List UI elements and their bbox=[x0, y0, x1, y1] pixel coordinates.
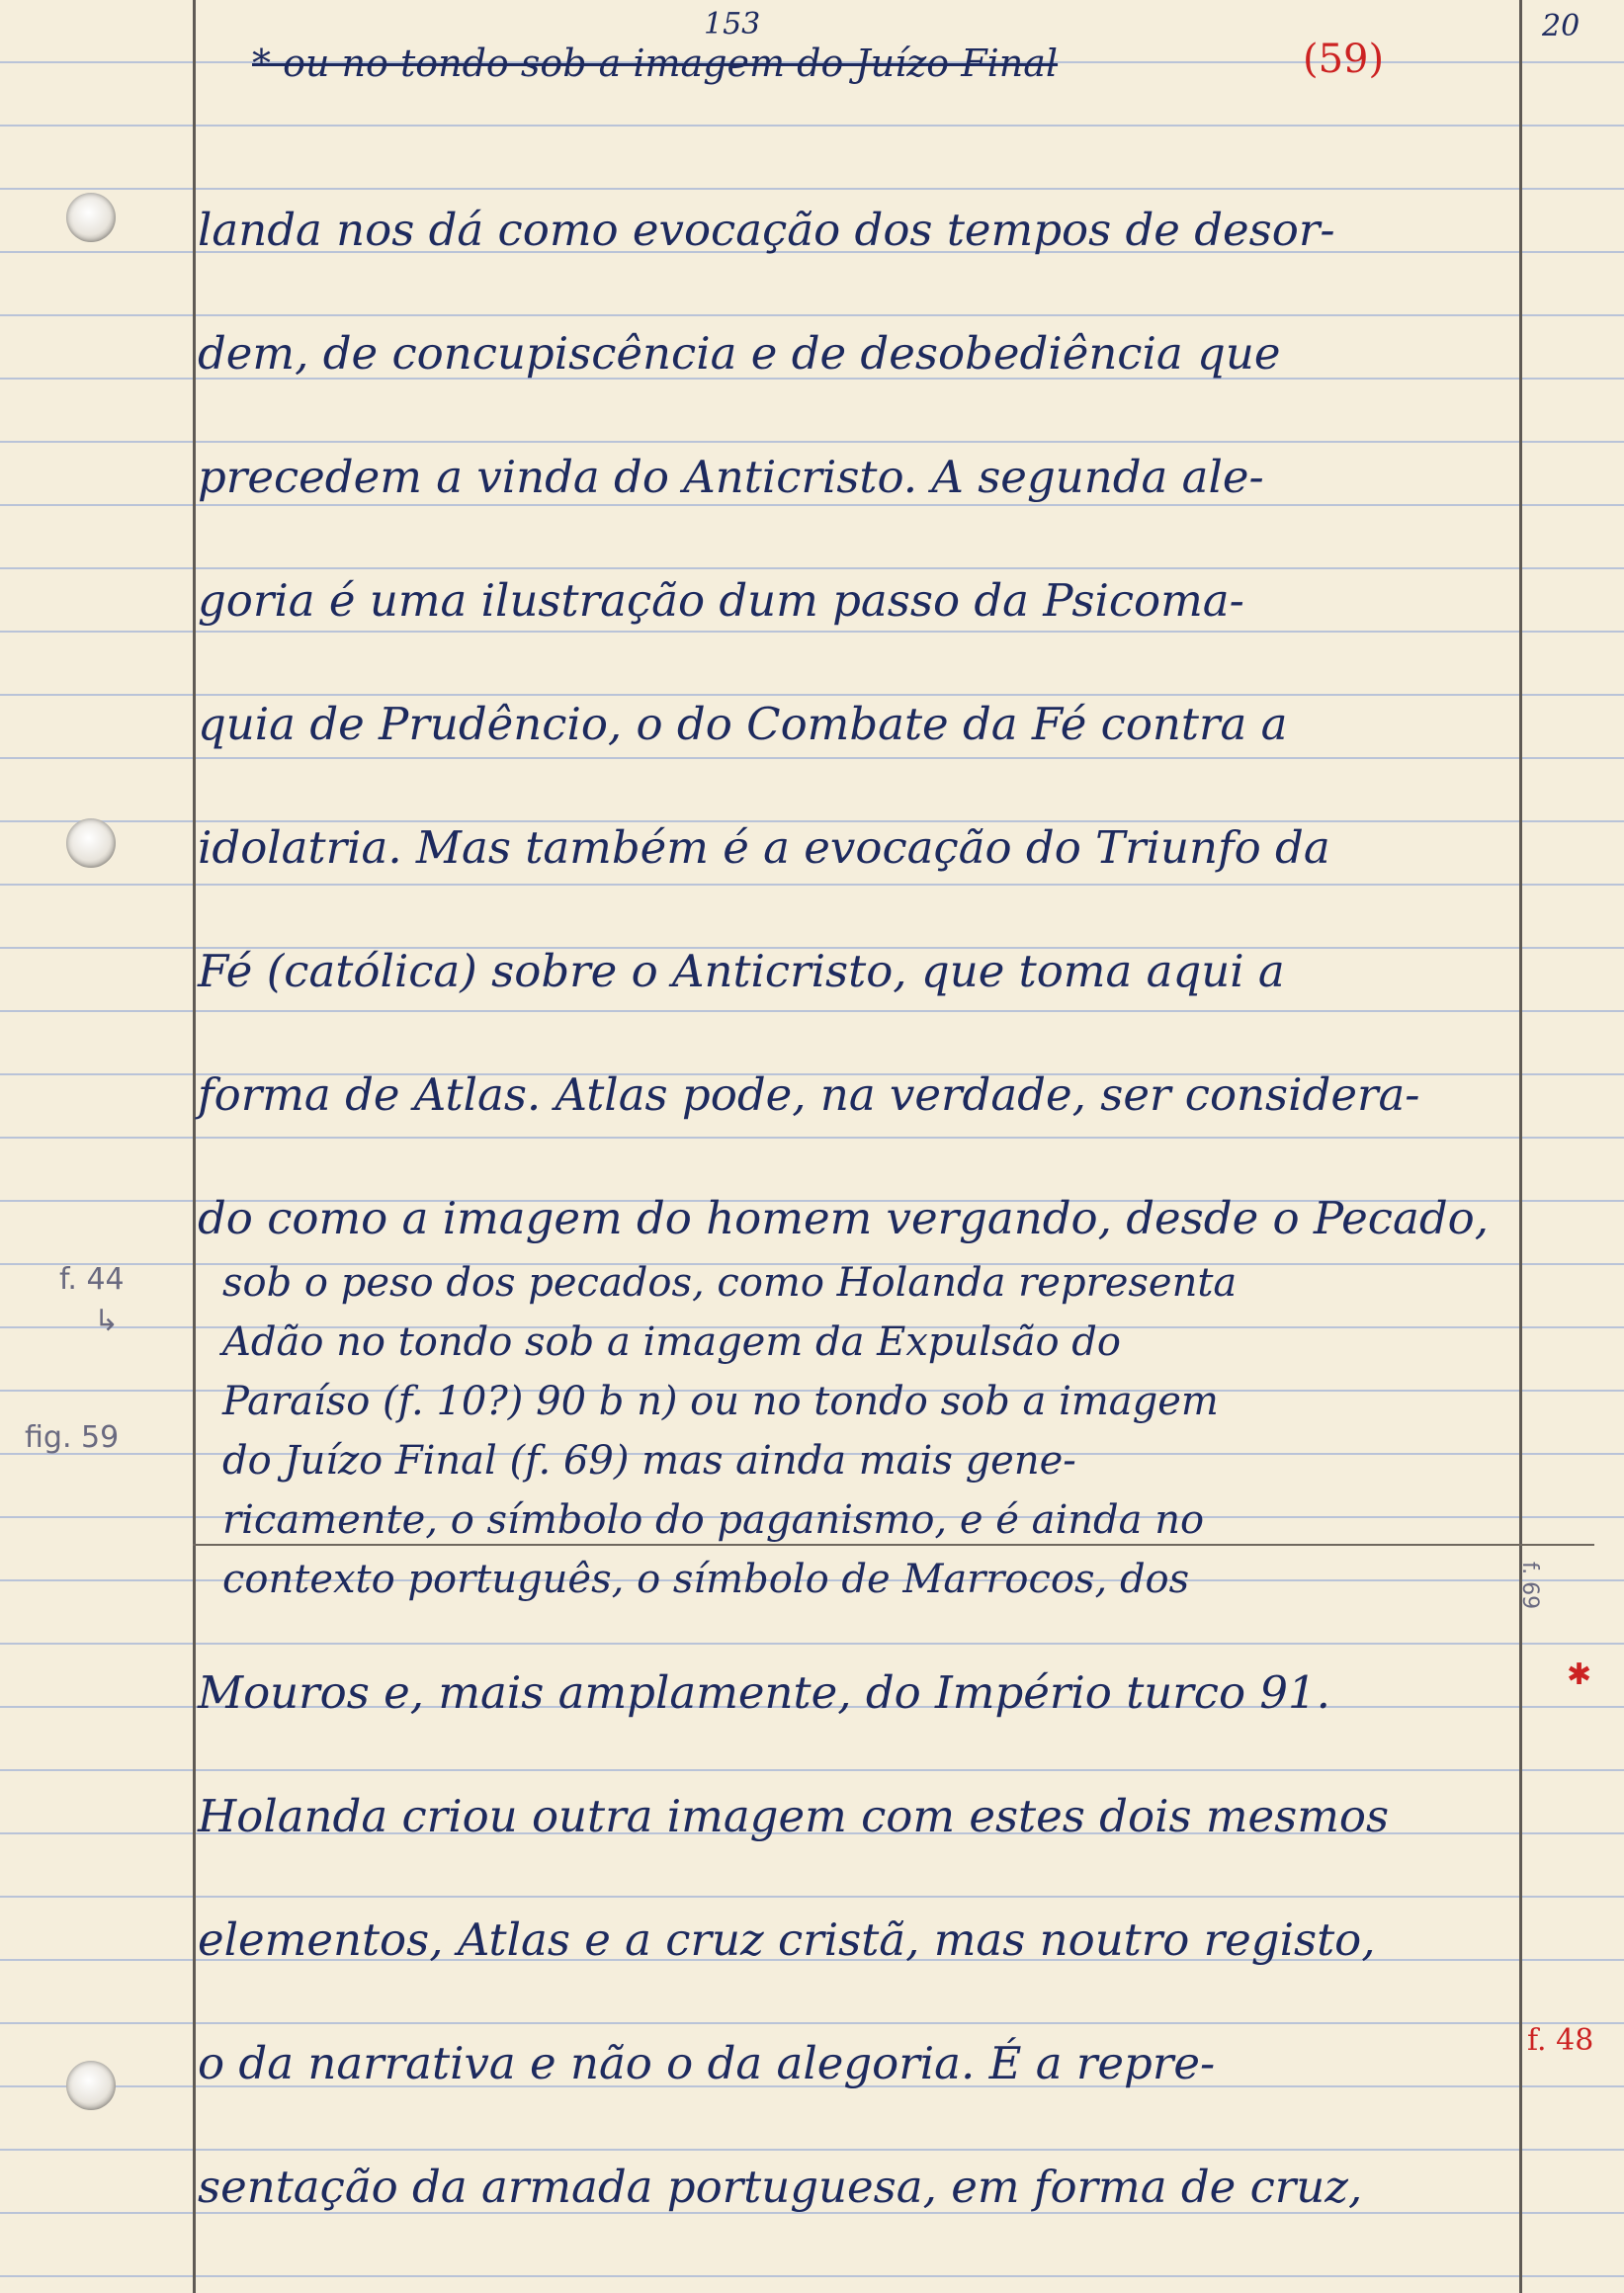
text-line: do como a imagem do homem vergando, desde o Pecado, bbox=[198, 1192, 1490, 1244]
text-line: quia de Prudêncio, o do Combate da Fé contra a bbox=[198, 698, 1288, 750]
figure-ref-red: (59) bbox=[1303, 37, 1385, 82]
text-line: Mouros e, mais amplamente, do Império turco 91. bbox=[198, 1666, 1330, 1719]
text-line: Holanda criou outra imagem com estes dois mesmos bbox=[198, 1790, 1390, 1842]
binder-hole bbox=[66, 2061, 116, 2110]
left-margin-line bbox=[193, 0, 196, 2293]
margin-note-f44: f. 44 bbox=[59, 1262, 125, 1297]
top-number: 153 bbox=[704, 7, 761, 42]
text-line: forma de Atlas. Atlas pode, na verdade, ser considera- bbox=[198, 1068, 1420, 1121]
text-line: sentação da armada portuguesa, em forma de cruz, bbox=[198, 2161, 1363, 2213]
margin-note-f48: f. 48 bbox=[1527, 2023, 1594, 2058]
pasted-line: ricamente, o símbolo do paganismo, e é ainda no bbox=[222, 1497, 1205, 1543]
text-line: Fé (católica) sobre o Anticristo, que toma aqui a bbox=[198, 945, 1285, 997]
text-line: dem, de concupiscência e de desobediência que bbox=[198, 327, 1281, 380]
struck-line: * ou no tondo sob a imagem do Juízo Final bbox=[252, 42, 1059, 85]
right-margin-line bbox=[1519, 0, 1522, 2293]
pasted-strip-edge bbox=[193, 1544, 1594, 1546]
margin-mark-icon: ✱ bbox=[1567, 1657, 1592, 1692]
text-line: landa nos dá como evocação dos tempos de desor- bbox=[198, 204, 1335, 256]
arrow-icon: ↳ bbox=[94, 1304, 120, 1338]
pasted-line: sob o peso dos pecados, como Holanda representa bbox=[222, 1260, 1238, 1306]
pasted-line: contexto português, o símbolo de Marrocos, dos bbox=[222, 1557, 1190, 1602]
text-line: precedem a vinda do Anticristo. A segunda ale- bbox=[198, 451, 1264, 503]
binder-hole bbox=[66, 193, 116, 242]
pasted-line: do Juízo Final (f. 69) mas ainda mais gene- bbox=[222, 1438, 1076, 1484]
text-line: o da narrativa e não o da alegoria. É a repre- bbox=[198, 2037, 1216, 2089]
pasted-line: Adão no tondo sob a imagem da Expulsão do bbox=[222, 1319, 1121, 1365]
page-number: 20 bbox=[1542, 9, 1581, 43]
text-line: elementos, Atlas e a cruz cristã, mas noutro registo, bbox=[198, 1913, 1376, 1966]
text-line: goria é uma ilustração dum passo da Psicoma- bbox=[198, 574, 1244, 627]
text-line: idolatria. Mas também é a evocação do Triunfo da bbox=[198, 821, 1330, 874]
binder-hole bbox=[66, 818, 116, 868]
margin-note-fig59: fig. 59 bbox=[25, 1420, 120, 1455]
margin-note-rotated: f. 69 bbox=[1517, 1562, 1542, 1610]
pasted-line: Paraíso (f. 10?) 90 b n) ou no tondo sob a imagem bbox=[222, 1379, 1219, 1424]
